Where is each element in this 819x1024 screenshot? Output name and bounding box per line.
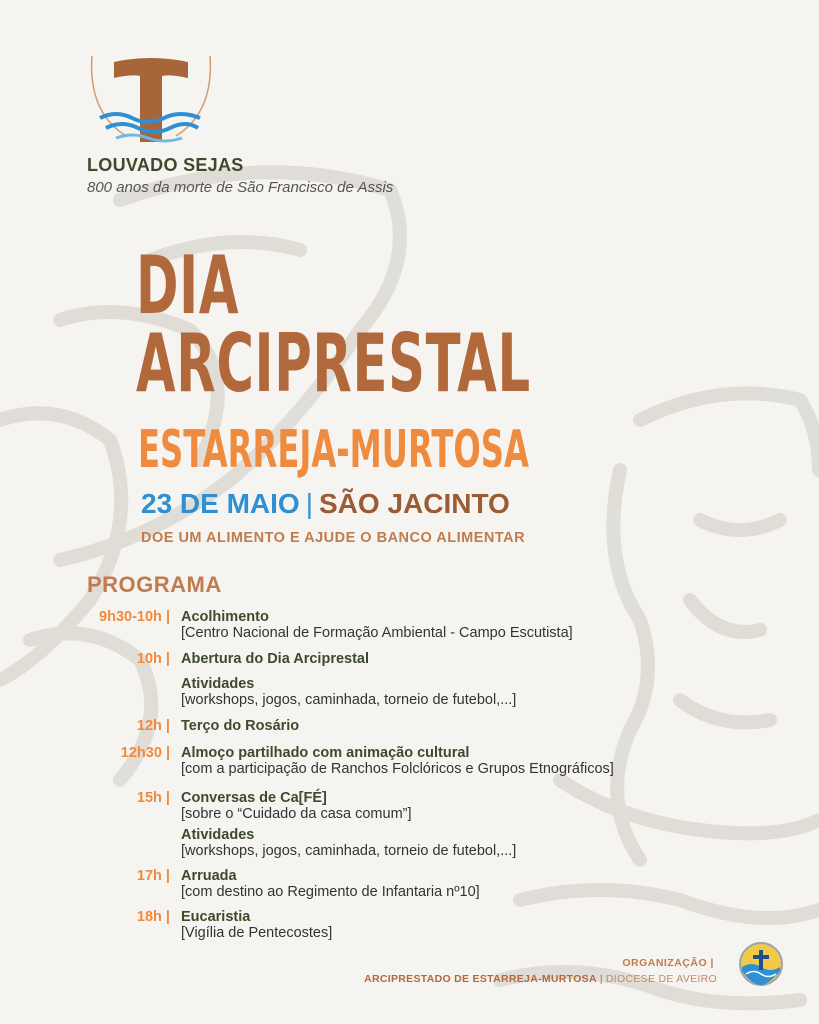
tau-cross-waves-icon [86,52,216,148]
event-date: 23 DE MAIO [141,488,300,519]
organization-secondary: DIOCESE DE AVEIRO [605,973,717,985]
program-time: 18h | [136,909,170,925]
organization-line [364,973,717,985]
program-title: Almoço partilhado com animação cultural [181,745,470,761]
headline-line2: ARCIPRESTAL [136,317,531,410]
event-place: SÃO JACINTO [318,488,510,519]
program-detail: [workshops, jogos, caminhada, torneio de futebol,...] [181,843,517,859]
program-time: 9h30-10h | [99,609,170,625]
program-time: 12h30 | [120,745,170,761]
program-title: Arruada [181,868,237,884]
program-time: 12h | [136,718,170,734]
organization-separator: | [599,973,603,985]
program-detail: [workshops, jogos, caminhada, torneio de futebol,...] [181,692,517,708]
program-time: 15h | [136,790,170,806]
brand-subtitle: 800 anos da morte de São Francisco de Assis [87,179,394,196]
event-dateline [141,488,510,520]
program-title: Eucaristia [181,909,251,925]
program-title: Atividades [181,827,255,843]
program-time: 10h | [136,651,170,667]
program-time: 17h | [136,868,170,884]
program-detail: [Centro Nacional de Formação Ambiental - Campo Escutista] [181,625,573,641]
event-separator: | [305,488,313,519]
diocese-cross-emblem-icon [738,941,784,987]
program-title: Conversas de Ca[FÉ] [181,790,327,806]
organization-label: ORGANIZAÇÃO | [622,957,714,969]
program-detail: [Vigília de Pentecostes] [181,925,333,941]
brand-title: LOUVADO SEJAS [87,155,244,175]
program-detail: [com destino ao Regimento de Infantaria nº10] [181,884,480,900]
program-title: Atividades [181,676,255,692]
organization-main: ARCIPRESTADO DE ESTARREJA-MURTOSA [364,973,597,985]
program-title: Acolhimento [181,609,269,625]
donation-note: DOE UM ALIMENTO E AJUDE O BANCO ALIMENTAR [141,530,526,546]
program-title: Terço do Rosário [181,718,300,734]
program-title: Abertura do Dia Arciprestal [181,651,370,667]
program-detail: [com a participação de Ranchos Folclóricos e Grupos Etnográficos] [181,761,614,777]
headline-line1: DIA [136,239,240,332]
headline-subtitle: ESTARREJA-MURTOSA [138,420,529,480]
program-heading: PROGRAMA [87,572,222,597]
program-detail: [sobre o “Cuidado da casa comum”] [181,806,412,822]
